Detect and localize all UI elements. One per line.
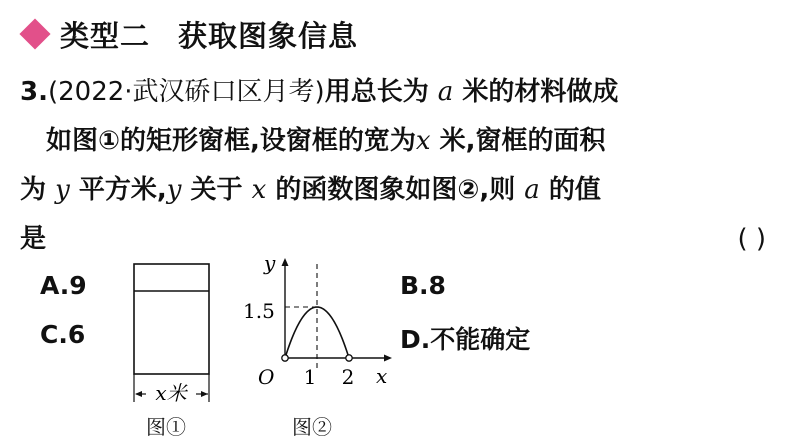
figure-1-window-frame [126, 258, 226, 408]
open-endpoint-left [282, 355, 288, 361]
y-axis-label: y [264, 251, 276, 275]
x-tick-label-2: 2 [341, 365, 355, 389]
question-number: 3. [20, 77, 48, 107]
x-axis-label: x [376, 364, 388, 388]
parabola-curve [285, 307, 349, 358]
variable-a: a [524, 175, 540, 205]
dimension-arrow-left-icon [135, 391, 142, 397]
variable-x: x [415, 126, 431, 156]
variable-y: y [55, 175, 70, 205]
x-axis-arrow-icon [384, 355, 392, 362]
figure-1-caption: 图① [146, 415, 186, 439]
question-text: 平方米, [78, 175, 167, 205]
section-title: 类型二 [60, 18, 151, 53]
y-tick-label: 1.5 [243, 299, 275, 323]
y-axis-arrow-icon [282, 258, 289, 266]
question-text: 米,窗框的面积 [439, 126, 606, 156]
figure-2-function-graph [240, 250, 400, 400]
question-text: 的函数图象如图②,则 [275, 175, 516, 205]
option-b[interactable]: B.8 [400, 271, 446, 300]
window-frame-outline [134, 264, 209, 374]
width-label: x米 [155, 381, 187, 405]
question-text: 米的材料做成 [462, 77, 619, 107]
question-text: 的值 [548, 175, 601, 205]
section-heading [18, 12, 358, 56]
option-c[interactable]: C.6 [40, 320, 86, 349]
question-text: 关于 [190, 175, 243, 205]
answer-parentheses: ( ) [737, 224, 766, 254]
figure-2-caption: 图② [292, 415, 332, 439]
x-tick-label-1: 1 [303, 365, 317, 389]
variable-a: a [437, 77, 454, 107]
question-line-4 [20, 215, 780, 264]
section-subtitle: 获取图象信息 [178, 18, 359, 53]
dimension-arrow-right-icon [201, 391, 208, 397]
question-line-3 [20, 166, 780, 215]
origin-label: O [258, 365, 275, 389]
question-text: 为 [20, 175, 47, 205]
question-line-1 [20, 68, 780, 117]
variable-x: x [251, 175, 267, 205]
option-d[interactable]: D.不能确定 [400, 325, 531, 354]
question-text: 用总长为 [324, 77, 429, 107]
variable-y: y [166, 175, 182, 205]
open-endpoint-right [346, 355, 352, 361]
question-stem [20, 68, 780, 264]
question-text: 如图①的矩形窗框,设窗框的宽为 [46, 126, 416, 156]
question-text: 是 [20, 224, 47, 254]
question-source: (2022·武汉硚口区月考) [47, 77, 325, 107]
question-line-2 [20, 117, 780, 166]
diamond-bullet-icon [19, 18, 50, 49]
option-a[interactable]: A.9 [40, 271, 87, 300]
